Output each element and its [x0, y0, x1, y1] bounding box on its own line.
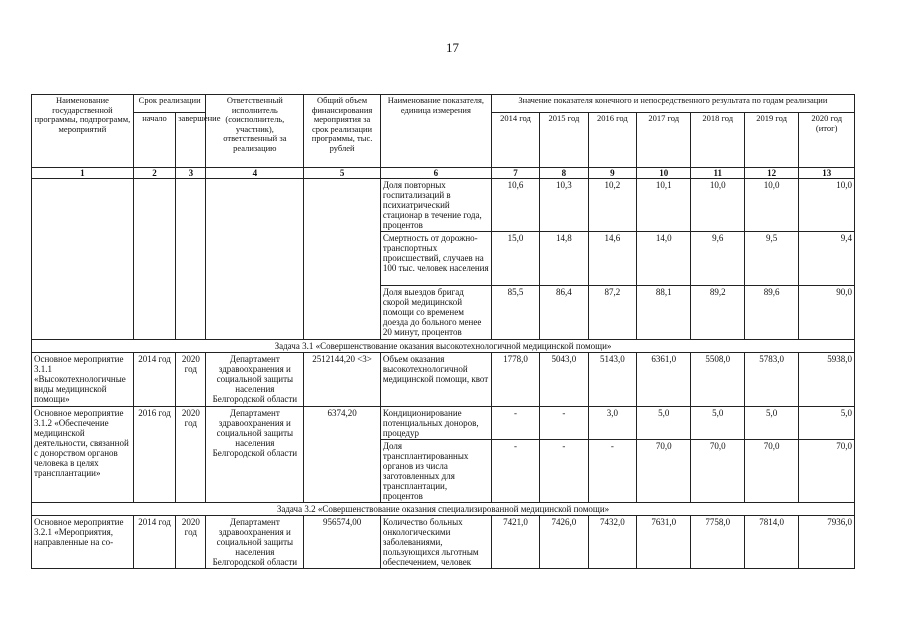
header-year: 2019 год — [744, 113, 798, 168]
value-cell: 10,3 — [540, 179, 588, 232]
header-year: 2020 год (итог) — [799, 113, 855, 168]
header-term: Срок реализации — [133, 95, 206, 113]
value-cell: 14,0 — [637, 232, 691, 286]
value-cell: 10,0 — [691, 179, 744, 232]
start-year: 2016 год — [133, 407, 175, 503]
column-number: 12 — [744, 168, 798, 179]
table-row — [32, 516, 855, 569]
continuation-finance-cell — [304, 179, 381, 340]
end-year: 2020 год — [176, 407, 206, 503]
value-cell: 5,0 — [799, 407, 855, 440]
header-year: 2018 год — [691, 113, 744, 168]
continuation-executor-cell — [206, 179, 304, 340]
value-cell: 70,0 — [744, 440, 798, 503]
value-cell: 88,1 — [637, 286, 691, 340]
value-cell: 90,0 — [799, 286, 855, 340]
task-row — [32, 340, 855, 353]
header-year: 2017 год — [637, 113, 691, 168]
value-cell: 9,6 — [691, 232, 744, 286]
page-number: 17 — [446, 40, 459, 55]
column-number: 11 — [691, 168, 744, 179]
value-cell: 6361,0 — [637, 353, 691, 407]
value-cell: 14,8 — [540, 232, 588, 286]
value-cell: 3,0 — [588, 407, 636, 440]
value-cell: 10,2 — [588, 179, 636, 232]
header-indicator: Наименование показателя, единица измерения — [380, 95, 491, 168]
column-number: 8 — [540, 168, 588, 179]
column-number: 5 — [304, 168, 381, 179]
value-cell: 10,0 — [744, 179, 798, 232]
start-year: 2014 год — [133, 516, 175, 569]
start-year: 2014 год — [133, 353, 175, 407]
value-cell: 10,1 — [637, 179, 691, 232]
measure-name: Основное мероприятие 3.1.1 «Высокотехнологичные виды медицинской помощи» — [32, 353, 134, 407]
value-cell: 89,6 — [744, 286, 798, 340]
value-cell: 7758,0 — [691, 516, 744, 569]
task-title: Задача 3.2 «Совершенствование оказания специализированной медицинской помощи» — [32, 503, 855, 516]
value-cell: 7421,0 — [491, 516, 539, 569]
value-cell: 86,4 — [540, 286, 588, 340]
value-cell: 70,0 — [637, 440, 691, 503]
continuation-end-cell — [176, 179, 206, 340]
column-number: 13 — [799, 168, 855, 179]
value-cell: 7936,0 — [799, 516, 855, 569]
column-number: 7 — [491, 168, 539, 179]
value-cell: 5,0 — [744, 407, 798, 440]
finance-amount: 2512144,20 <3> — [304, 353, 381, 407]
value-cell: 5783,0 — [744, 353, 798, 407]
continuation-name-cell — [32, 179, 134, 340]
finance-amount: 6374,20 — [304, 407, 381, 503]
indicator-name: Объем оказания высокотехнологичной медицинской помощи, квот — [380, 353, 491, 407]
value-cell: - — [540, 440, 588, 503]
measure-name: Основное мероприятие 3.1.2 «Обеспечение медицинской деятельности, связанной с донорством органов человека в целях трансплантации» — [32, 407, 134, 503]
value-cell: 1778,0 — [491, 353, 539, 407]
value-cell: - — [491, 440, 539, 503]
table-row — [32, 407, 855, 440]
value-cell: 10,6 — [491, 179, 539, 232]
value-cell: 5508,0 — [691, 353, 744, 407]
indicator-name: Кондиционирование потенциальных доноров, процедур — [380, 407, 491, 440]
end-year: 2020 год — [176, 516, 206, 569]
value-cell: 85,5 — [491, 286, 539, 340]
header-values-group: Значение показателя конечного и непосредственного результата по годам реализации — [491, 95, 854, 113]
value-cell: 70,0 — [799, 440, 855, 503]
value-cell: 5,0 — [691, 407, 744, 440]
value-cell: 87,2 — [588, 286, 636, 340]
indicator-name: Доля выездов бригад скорой медицинской помощи со временем доезда до больного менее 20 минут, процентов — [380, 286, 491, 340]
executor: Департамент здравоохранения и социальной защиты населения Белгородской области — [206, 516, 304, 569]
indicators-table — [31, 94, 855, 569]
value-cell: 5,0 — [637, 407, 691, 440]
value-cell: 14,6 — [588, 232, 636, 286]
executor: Департамент здравоохранения и социальной защиты населения Белгородской области — [206, 407, 304, 503]
task-title: Задача 3.1 «Совершенствование оказания высокотехнологичной медицинской помощи» — [32, 340, 855, 353]
value-cell: 7814,0 — [744, 516, 798, 569]
header-year: 2016 год — [588, 113, 636, 168]
header-start: начало — [133, 113, 175, 168]
end-year: 2020 год — [176, 353, 206, 407]
header-end: завершение — [176, 113, 206, 168]
finance-amount: 956574,00 — [304, 516, 381, 569]
measure-name: Основное мероприятие 3.2.1 «Мероприятия, направленные на со- — [32, 516, 134, 569]
column-number: 4 — [206, 168, 304, 179]
header-year: 2014 год — [491, 113, 539, 168]
value-cell: - — [540, 407, 588, 440]
value-cell: 7631,0 — [637, 516, 691, 569]
column-number: 3 — [176, 168, 206, 179]
value-cell: - — [491, 407, 539, 440]
table-row — [32, 179, 855, 232]
value-cell: 5043,0 — [540, 353, 588, 407]
value-cell: 7426,0 — [540, 516, 588, 569]
continuation-start-cell — [133, 179, 175, 340]
value-cell: 9,5 — [744, 232, 798, 286]
value-cell: 89,2 — [691, 286, 744, 340]
value-cell: 5938,0 — [799, 353, 855, 407]
column-number: 10 — [637, 168, 691, 179]
value-cell: 10,0 — [799, 179, 855, 232]
header-year: 2015 год — [540, 113, 588, 168]
indicator-name: Доля трансплантированных органов из числа заготовленных для трансплантации, процентов — [380, 440, 491, 503]
column-number: 2 — [133, 168, 175, 179]
value-cell: 9,4 — [799, 232, 855, 286]
indicator-name: Количество больных онкологическими заболеваниями, пользующихся льготным обеспечением, человек — [380, 516, 491, 569]
header-executor: Ответственный исполнитель (соисполнитель, участник), ответственный за реализацию — [206, 95, 304, 168]
column-number: 1 — [32, 168, 134, 179]
indicator-name: Смертность от дорожно-транспортных происшествий, случаев на 100 тыс. человек населения — [380, 232, 491, 286]
executor: Департамент здравоохранения и социальной защиты населения Белгородской области — [206, 353, 304, 407]
value-cell: 5143,0 — [588, 353, 636, 407]
column-number: 9 — [588, 168, 636, 179]
table-row — [32, 353, 855, 407]
column-number: 6 — [380, 168, 491, 179]
header-row-1 — [32, 95, 855, 113]
value-cell: 7432,0 — [588, 516, 636, 569]
header-name: Наименование государственной программы, подпрограмм, мероприятий — [32, 95, 134, 168]
value-cell: - — [588, 440, 636, 503]
column-number-row — [32, 168, 855, 179]
task-row — [32, 503, 855, 516]
header-finance: Общий объем финансирования мероприятия за срок реализации программы, тыс. рублей — [304, 95, 381, 168]
value-cell: 15,0 — [491, 232, 539, 286]
value-cell: 70,0 — [691, 440, 744, 503]
indicator-name: Доля повторных госпитализаций в психиатрический стационар в течение года, процентов — [380, 179, 491, 232]
